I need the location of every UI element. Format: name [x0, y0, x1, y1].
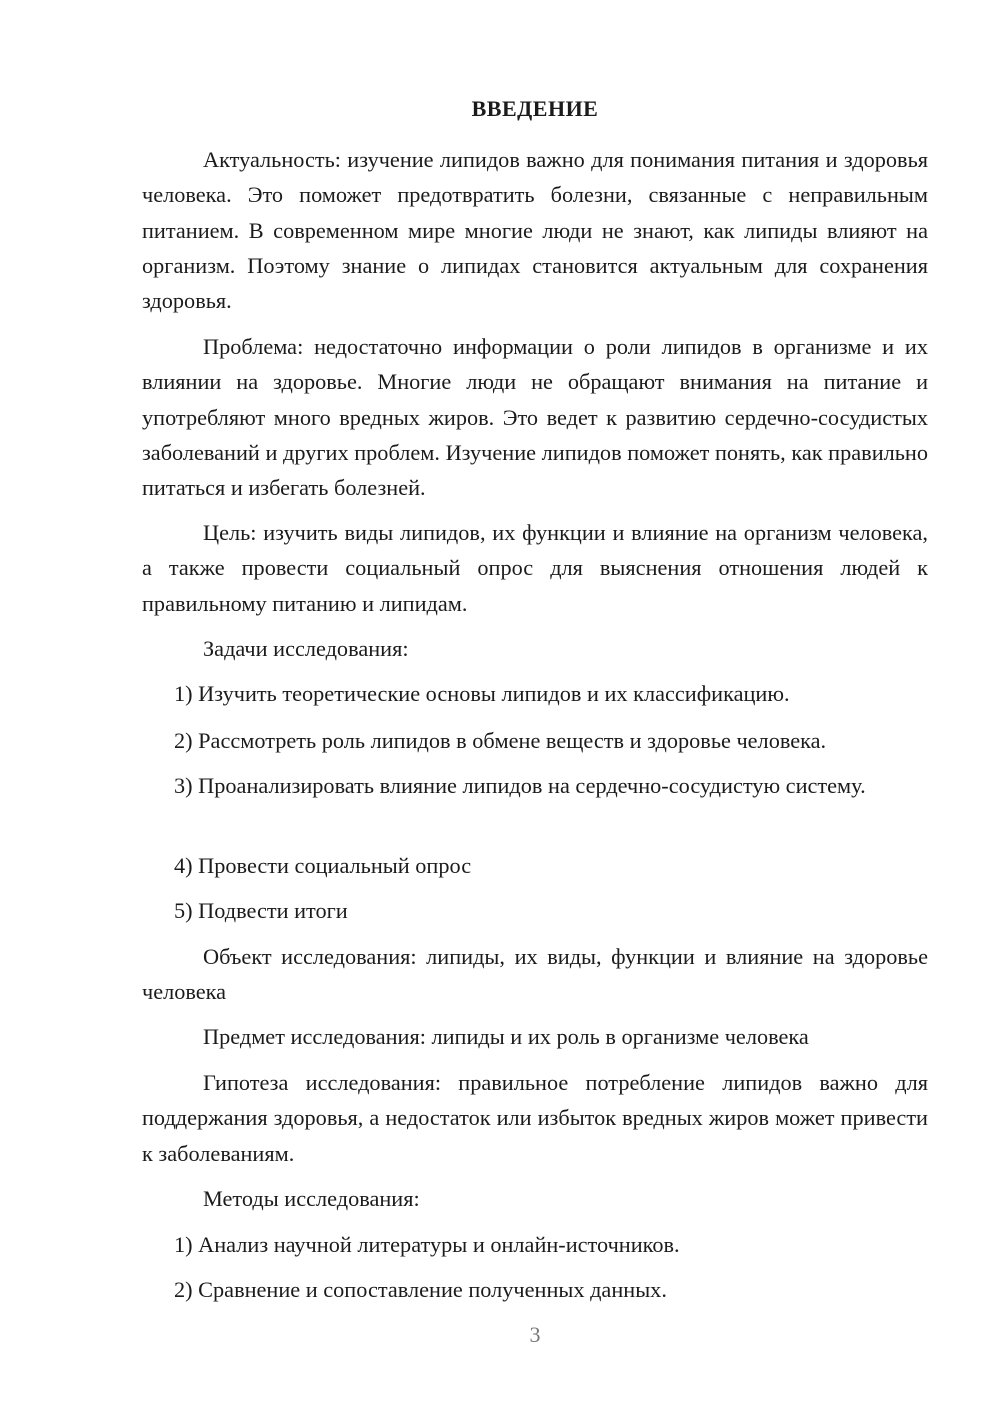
problem-paragraph: Проблема: недостаточно информации о роли липидов в организме и их влиянии на здоровье. Многие люди не обращают внимания на питание и употребляют много вредных жиров. Это ведет к развитию сердечно-сосудистых заболеваний и других проблем. Изучение липидов поможет понять, как правильно питаться и избегать болезней. [142, 334, 928, 501]
task-item-1: 1) Изучить теоретические основы липидов и их классификацию. [174, 681, 790, 706]
page-title: ВВЕДЕНИЕ [471, 96, 599, 121]
task-item-3: 3) Проанализировать влияние липидов на сердечно-сосудистую систему. [174, 773, 866, 798]
task-item-5: 5) Подвести итоги [174, 898, 348, 923]
hypothesis-paragraph: Гипотеза исследования: правильное потребление липидов важно для поддержания здоровья, а недостаток или избыток вредных жиров может привести к заболеваниям. [142, 1070, 928, 1166]
task-item-4: 4) Провести социальный опрос [174, 853, 472, 878]
object-paragraph: Объект исследования: липиды, их виды, функции и влияние на здоровье человека [142, 944, 928, 1005]
page-number: 3 [529, 1322, 541, 1347]
relevance-paragraph: Актуальность: изучение липидов важно для понимания питания и здоровья человека. Это поможет предотвратить болезни, связанные с неправильным питанием. В современном мире многие люди не знают, как липиды влияют на организм. Поэтому знание о липидах становится актуальным для сохранения здоровья. [142, 147, 928, 314]
document-page [142, 0, 928, 1414]
task-item-2: 2) Рассмотреть роль липидов в обмене веществ и здоровье человека. [174, 728, 827, 753]
goal-paragraph: Цель: изучить виды липидов, их функции и влияние на организм человека, а также провести социальный опрос для выяснения отношения людей к правильному питанию и липидам. [142, 520, 928, 616]
method-item-1: 1) Анализ научной литературы и онлайн-источников. [174, 1232, 680, 1257]
method-item-2: 2) Сравнение и сопоставление полученных данных. [174, 1277, 667, 1302]
subject-paragraph: Предмет исследования: липиды и их роль в организме человека [203, 1024, 809, 1049]
methods-heading: Методы исследования: [203, 1186, 420, 1211]
tasks-heading: Задачи исследования: [203, 636, 409, 661]
